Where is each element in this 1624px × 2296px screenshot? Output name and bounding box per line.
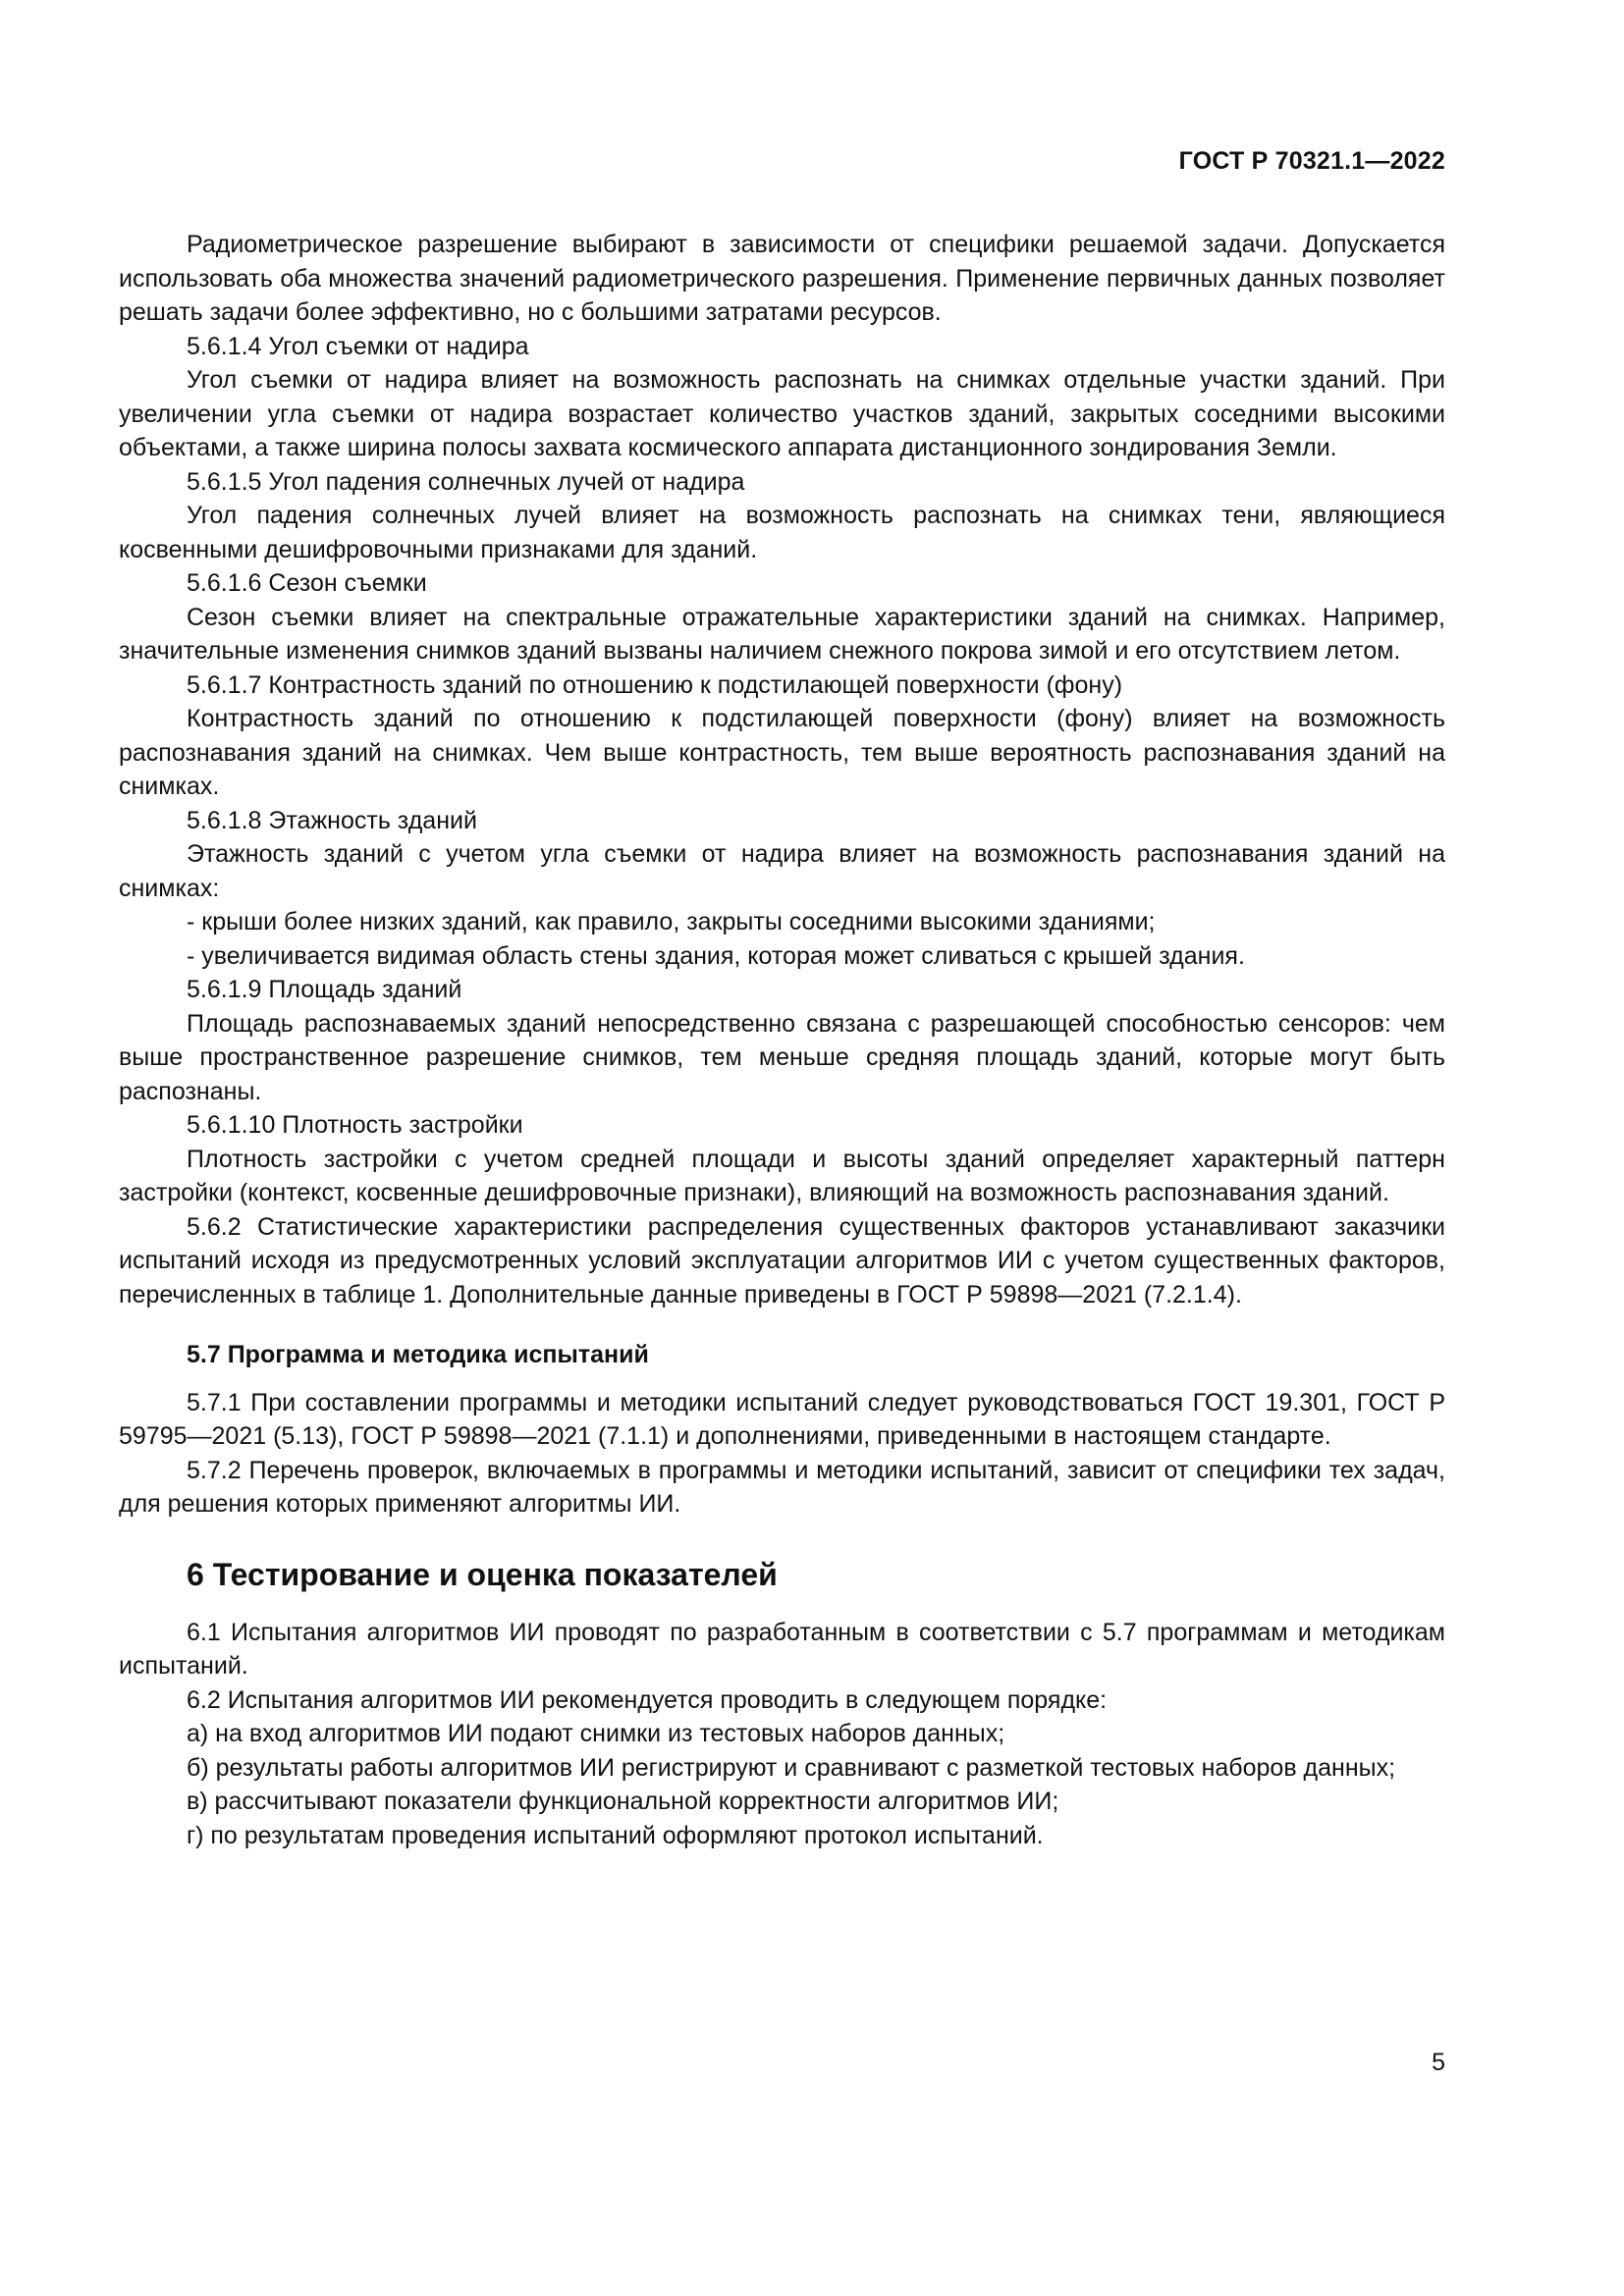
paragraph-building-area: Площадь распознаваемых зданий непосредственно связана с разрешающей способностью сенсоров: чем выше пространственное разрешение снимков, тем меньше средняя площадь зданий, которые могут быть распознаны. bbox=[119, 1009, 1445, 1105]
page-number: 5 bbox=[1432, 2049, 1445, 2076]
clause-5-6-1-9-title: 5.6.1.9 Площадь зданий bbox=[187, 976, 462, 1003]
paragraph-5-7-2: 5.7.2 Перечень проверок, включаемых в программы и методики испытаний, зависит от специфики тех задач, для решения которых применяют алгоритмы ИИ. bbox=[119, 1456, 1445, 1518]
paragraph-storeys: Этажность зданий с учетом угла съемки от надира влияет на возможность распознавания зданий на снимках: bbox=[119, 840, 1445, 902]
paragraph-season: Сезон съемки влияет на спектральные отражательные характеристики зданий на снимках. Например, значительные изменения снимков зданий вызваны наличием снежного покрова зимой и его отсутствием летом. bbox=[119, 603, 1445, 665]
paragraph-5-6-2: 5.6.2 Статистические характеристики распределения существенных факторов устанавливают заказчики испытаний исходя из предусмотренных условий эксплуатации алгоритмов ИИ с учетом существенных факторов, перечисленных в таблице 1. Дополнительные данные приведены в ГОСТ Р 59898—2021 (7.2.1.4). bbox=[119, 1212, 1445, 1308]
paragraph-6-2: 6.2 Испытания алгоритмов ИИ рекомендуется проводить в следующем порядке: bbox=[187, 1685, 1108, 1714]
paragraph-5-7-1: 5.7.1 При составлении программы и методики испытаний следует руководствоваться ГОСТ 19.301, ГОСТ Р 59795—2021 (5.13), ГОСТ Р 59898—2021 (7.1.1) и дополнениями, приведенными в настоящем стандарте. bbox=[119, 1388, 1445, 1450]
clause-5-6-1-7-title: 5.6.1.7 Контрастность зданий по отношению к подстилающей поверхности (фону) bbox=[187, 670, 1123, 699]
clause-5-6-1-8-title: 5.6.1.8 Этажность зданий bbox=[187, 806, 477, 834]
list-item-b: б) результаты работы алгоритмов ИИ регистрируют и сравнивают с разметкой тестовых наборов данных; bbox=[187, 1753, 1396, 1782]
section-5-7-heading: 5.7 Программа и методика испытаний bbox=[187, 1341, 649, 1368]
clause-5-6-1-4-title: 5.6.1.4 Угол съемки от надира bbox=[187, 332, 529, 360]
section-6-heading: 6 Тестирование и оценка показателей bbox=[187, 1556, 778, 1592]
clause-5-6-1-10-title: 5.6.1.10 Плотность застройки bbox=[187, 1111, 523, 1139]
list-item-wall-area: - увеличивается видимая область стены здания, которая может сливаться с крышей здания. bbox=[187, 941, 1245, 970]
page-body bbox=[119, 228, 1445, 1852]
list-item-roofs: - крыши более низких зданий, как правило, закрыты соседними высокими зданиями; bbox=[187, 908, 1156, 935]
list-item-v: в) рассчитывают показатели функциональной корректности алгоритмов ИИ; bbox=[187, 1788, 1059, 1815]
paragraph-contrast: Контрастность зданий по отношению к подстилающей поверхности (фону) влияет на возможность распознавания зданий на снимках. Чем выше контрастность, тем выше вероятность распознавания зданий на снимках. bbox=[119, 705, 1445, 800]
paragraph-nadir-angle: Угол съемки от надира влияет на возможность распознать на снимках отдельные участки зданий. При увеличении угла съемки от надира возрастает количество участков зданий, закрытых соседними высокими объектами, а также ширина полосы захвата космического аппарата дистанционного зондирования Земли. bbox=[119, 366, 1445, 461]
paragraph-6-1: 6.1 Испытания алгоритмов ИИ проводят по разработанным в соответствии с 5.7 программам и методикам испытаний. bbox=[119, 1618, 1445, 1680]
clause-5-6-1-6-title: 5.6.1.6 Сезон съемки bbox=[187, 569, 427, 597]
paragraph-sun-angle: Угол падения солнечных лучей влияет на возможность распознать на снимках тени, являющиеся косвенными дешифровочными признаками для зданий. bbox=[119, 502, 1445, 563]
paragraph-building-density: Плотность застройки с учетом средней площади и высоты зданий определяет характерный паттерн застройки (контекст, косвенные дешифровочные признаки), влияющий на возможность распознавания зданий. bbox=[119, 1145, 1445, 1206]
document-number-header: ГОСТ Р 70321.1—2022 bbox=[1178, 147, 1445, 175]
list-item-a: а) на вход алгоритмов ИИ подают снимки из тестовых наборов данных; bbox=[187, 1720, 1005, 1747]
paragraph-radiometric-resolution: Радиометрическое разрешение выбирают в зависимости от специфики решаемой задачи. Допускается использовать оба множества значений радиометрического разрешения. Применение первичных данных позволяет решать задачи более эффективно, но с большими затратами ресурсов. bbox=[119, 231, 1445, 326]
list-item-g: г) по результатам проведения испытаний оформляют протокол испытаний. bbox=[187, 1821, 1044, 1849]
clause-5-6-1-5-title: 5.6.1.5 Угол падения солнечных лучей от надира bbox=[187, 467, 745, 496]
